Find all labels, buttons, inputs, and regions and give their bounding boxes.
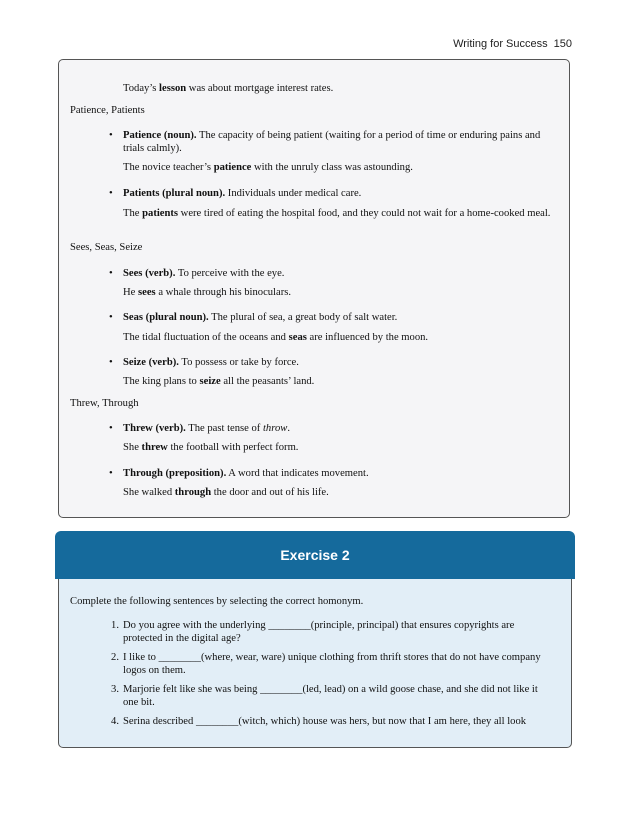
definition: • Through (preposition). A word that indicates movement. [123, 467, 553, 480]
definition: • Patients (plural noun). Individuals under medical care. [123, 187, 553, 200]
exercise-box [58, 579, 572, 748]
item-number: 2. [111, 652, 119, 663]
example-sentence: Today’s lesson was about mortgage interest rates. [123, 83, 334, 94]
homonyms-box [58, 59, 570, 518]
example-sentence: The patients were tired of eating the hospital food, and they could not wait for a home-cooked meal. [123, 208, 551, 219]
item-text: Do you agree with the underlying ________(principle, principal) that ensures copyrights are protected in the digital age? [123, 620, 515, 644]
example-sentence: He sees a whale through his binoculars. [123, 287, 292, 298]
group-title: Sees, Seas, Seize [70, 242, 143, 253]
group-title: Patience, Patients [70, 105, 145, 116]
item-text: I like to ________(where, wear, ware) unique clothing from thrift stores that do not have company logos on them. [123, 652, 541, 676]
running-title: Writing for Success [453, 38, 548, 50]
item-number: 1. [111, 620, 119, 631]
exercise-instruction: Complete the following sentences by selecting the correct homonym. [70, 596, 364, 607]
page-header [453, 38, 572, 50]
list-item [111, 715, 563, 728]
definition: • Sees (verb). To perceive with the eye. [123, 267, 553, 280]
item-text: Marjorie felt like she was being ________(led, lead) on a wild goose chase, and she did not like it one bit. [123, 684, 538, 708]
list-item [111, 619, 555, 645]
item-number: 3. [111, 684, 119, 695]
list-item [111, 651, 555, 677]
definition: • Seas (plural noun). The plural of sea, a great body of salt water. [123, 311, 553, 324]
list-item [111, 683, 555, 709]
example-sentence: She walked through the door and out of his life. [123, 487, 329, 498]
page-number: 150 [553, 38, 572, 50]
definition: • Patience (noun). The capacity of being patient (waiting for a period of time or enduring pains and trials calmly). [123, 129, 553, 155]
example-sentence: The king plans to seize all the peasants’ land. [123, 376, 315, 387]
example-sentence: The novice teacher’s patience with the unruly class was astounding. [123, 162, 413, 173]
item-number: 4. [111, 716, 119, 727]
group-title: Threw, Through [70, 398, 139, 409]
example-sentence: The tidal fluctuation of the oceans and seas are influenced by the moon. [123, 332, 429, 343]
item-text: Serina described ________(witch, which) house was hers, but now that I am here, they all look [123, 716, 527, 727]
definition: • Seize (verb). To possess or take by force. [123, 356, 553, 369]
example-sentence: She threw the football with perfect form. [123, 442, 299, 453]
definition: • Threw (verb). The past tense of throw. [123, 422, 553, 435]
exercise-title: Exercise 2 [55, 531, 575, 579]
